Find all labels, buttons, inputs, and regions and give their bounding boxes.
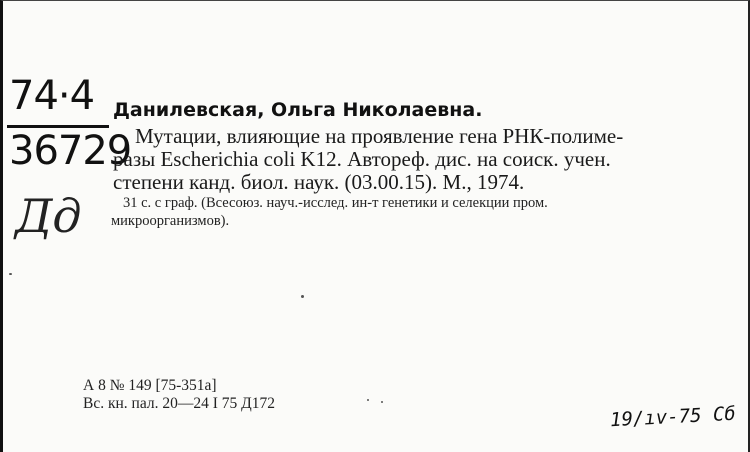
handwritten-mark: Дд: [15, 189, 82, 243]
call-number-bottom: 36729: [9, 128, 132, 174]
title-line: разы Escherichia coli K12. Автореф. дис. на соиск. учен.: [113, 147, 611, 171]
physical-description: [111, 194, 721, 230]
description-line: микроорганизмов).: [111, 213, 230, 229]
card-footer: [83, 377, 275, 413]
footer-line: А 8 № 149 [75-351а]: [83, 377, 217, 394]
handwritten-stamp: 19/ıv-75 Сб: [609, 402, 737, 432]
scan-speck: [381, 401, 383, 403]
description-line: 31 с. с граф. (Всесоюз. науч.-исслед. ин-т генетики и селекции пром.: [123, 195, 548, 211]
footer-line: Вс. кн. пал. 20—24 I 75 Д172: [83, 395, 275, 412]
title-line: Мутации, влияющие на проявление гена РНК-полиме-: [135, 124, 624, 148]
scan-speck: [301, 295, 304, 298]
scan-speck: [9, 273, 12, 275]
author-name: Данилевская, Ольга Николаевна.: [113, 99, 483, 121]
title-block: [113, 125, 713, 194]
scan-speck: [367, 399, 369, 401]
call-number-top: 74·4: [9, 73, 95, 119]
title-line: степени канд. биол. наук. (03.00.15). М., 1974.: [113, 170, 525, 194]
